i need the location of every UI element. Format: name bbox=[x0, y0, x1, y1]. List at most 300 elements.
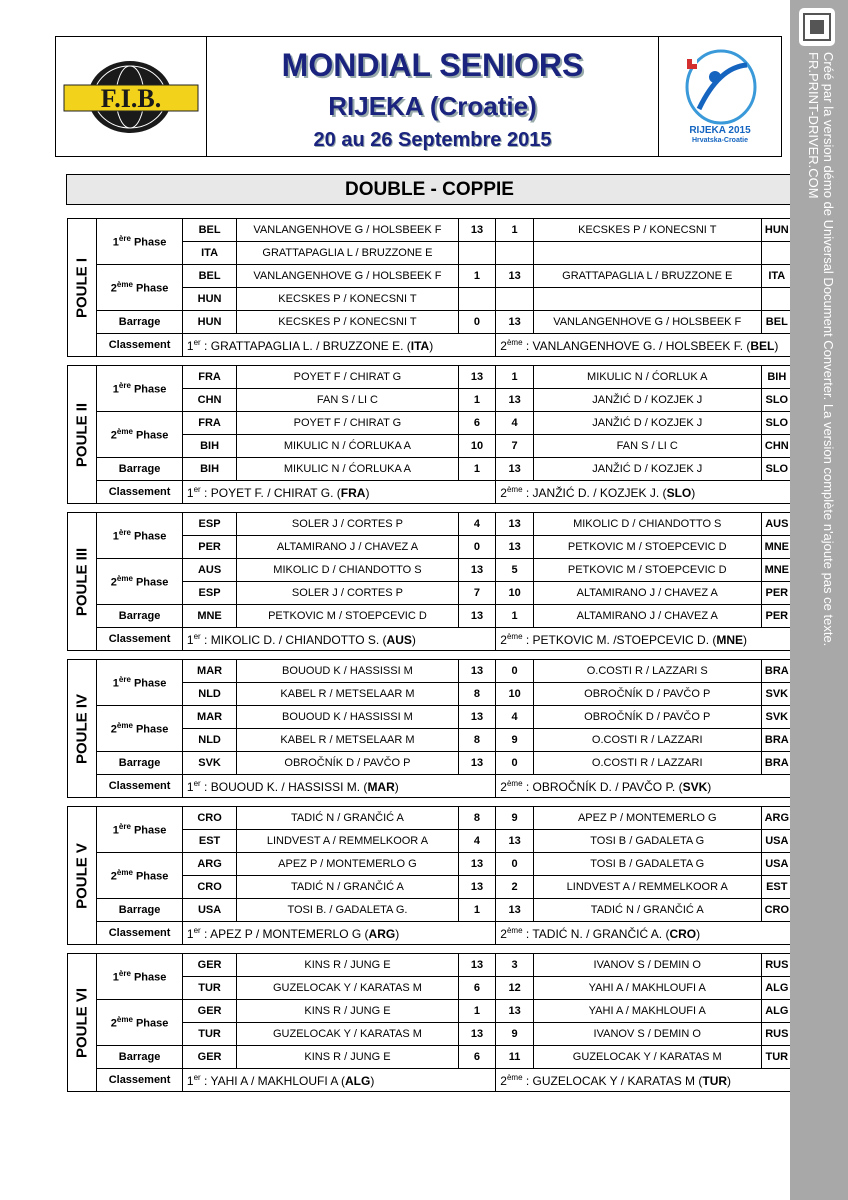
classement-label: Classement bbox=[97, 334, 183, 357]
first-end: ) bbox=[365, 485, 370, 500]
team2-country bbox=[761, 242, 792, 265]
table-row bbox=[68, 458, 793, 481]
team1-players: POYET F / CHIRAT G bbox=[237, 412, 458, 435]
team1-players: SOLER J / CORTES P bbox=[237, 582, 458, 605]
first-team: POYET F. / CHIRAT G. ( bbox=[210, 485, 341, 500]
second-num: 2 bbox=[500, 338, 507, 353]
team1-players: VANLANGENHOVE G / HOLSBEEK F bbox=[237, 265, 458, 288]
barrage-label: Barrage bbox=[97, 311, 183, 334]
team2-score bbox=[496, 288, 534, 311]
second-team: OBROČNÍK D. / PAVČO P. ( bbox=[532, 779, 683, 794]
team2-score: 13 bbox=[496, 311, 534, 334]
team2-score: 13 bbox=[496, 265, 534, 288]
second-country: CRO bbox=[669, 926, 697, 941]
team1-players: APEZ P / MONTEMERLO G bbox=[237, 853, 458, 876]
team1-country: CRO bbox=[182, 876, 236, 899]
first-country: ITA bbox=[410, 338, 430, 353]
team2-country: BRA bbox=[761, 660, 792, 683]
team1-score: 4 bbox=[458, 830, 496, 853]
team1-players: POYET F / CHIRAT G bbox=[237, 366, 458, 389]
second-num: 2 bbox=[500, 1073, 507, 1088]
phase-number: 1 bbox=[112, 236, 119, 249]
second-country: SLO bbox=[666, 485, 692, 500]
team1-country: HUN bbox=[182, 288, 236, 311]
poule-results-table bbox=[67, 512, 793, 651]
poule-results-table bbox=[67, 218, 793, 357]
team1-country: NLD bbox=[182, 729, 236, 752]
phase-1-label bbox=[97, 513, 183, 559]
first-sup: er bbox=[193, 778, 201, 788]
first-place: 1er : YAHI A / MAKHLOUFI A (ALG) bbox=[182, 1069, 495, 1092]
team2-players: TADIĆ N / GRANČIĆ A bbox=[533, 899, 761, 922]
first-place: 1er : APEZ P / MONTEMERLO G (ARG) bbox=[182, 922, 495, 945]
team2-players: OBROČNÍK D / PAVČO P bbox=[533, 706, 761, 729]
first-num: 1 bbox=[186, 485, 194, 500]
phase-word: Phase bbox=[130, 236, 167, 249]
team1-country: AUS bbox=[182, 559, 236, 582]
second-end: ) bbox=[696, 926, 701, 941]
team1-country: BEL bbox=[182, 265, 236, 288]
team2-players: O.COSTI R / LAZZARI bbox=[533, 752, 761, 775]
team1-players: MIKULIC N / ĆORLUKA A bbox=[237, 435, 458, 458]
team1-players: KINS R / JUNG E bbox=[237, 1000, 458, 1023]
second-place: 2ème : GUZELOCAK Y / KARATAS M (TUR) bbox=[496, 1069, 793, 1092]
team2-score: 13 bbox=[496, 899, 534, 922]
team2-players: O.COSTI R / LAZZARI S bbox=[533, 660, 761, 683]
table-row bbox=[68, 899, 793, 922]
phase-word: Phase bbox=[132, 723, 169, 736]
team1-score: 13 bbox=[458, 853, 496, 876]
team1-country: BIH bbox=[182, 458, 236, 481]
poule-table bbox=[67, 512, 793, 646]
phase-number: 1 bbox=[112, 383, 119, 396]
team1-country: BIH bbox=[182, 435, 236, 458]
phase-1-label bbox=[97, 219, 183, 265]
team1-country: USA bbox=[182, 899, 236, 922]
table-row bbox=[68, 752, 793, 775]
team1-country: ARG bbox=[182, 853, 236, 876]
phase-sup: ème bbox=[116, 868, 133, 878]
team2-country: BEL bbox=[761, 311, 792, 334]
team1-country: GER bbox=[182, 1000, 236, 1023]
second-sup: ème bbox=[506, 1072, 523, 1082]
team2-score bbox=[496, 242, 534, 265]
second-country: SVK bbox=[682, 779, 708, 794]
team1-country: GER bbox=[182, 1046, 236, 1069]
team2-score: 9 bbox=[496, 807, 534, 830]
poule-name: POULE V bbox=[73, 842, 91, 909]
team2-score: 12 bbox=[496, 977, 534, 1000]
phase-sup: ème bbox=[116, 721, 133, 731]
first-sup: er bbox=[193, 1072, 201, 1082]
team1-players: KECSKES P / KONECSNI T bbox=[237, 311, 458, 334]
phase-word: Phase bbox=[130, 383, 167, 396]
phase-number: 2 bbox=[110, 576, 117, 589]
first-country: AUS bbox=[386, 632, 412, 647]
team1-players: OBROČNÍK D / PAVČO P bbox=[237, 752, 458, 775]
team1-players: TADIĆ N / GRANČIĆ A bbox=[237, 876, 458, 899]
team2-country: SLO bbox=[761, 412, 792, 435]
team2-score: 13 bbox=[496, 458, 534, 481]
poule-results-table bbox=[67, 953, 793, 1092]
page-title: MONDIAL SENIORS bbox=[281, 47, 584, 83]
phase-2-label bbox=[97, 265, 183, 311]
second-place: 2ème : JANŽIĆ D. / KOZJEK J. (SLO) bbox=[496, 481, 793, 504]
team2-players: TOSI B / GADALETA G bbox=[533, 830, 761, 853]
classement-label: Classement bbox=[97, 481, 183, 504]
table-row bbox=[68, 366, 793, 389]
second-country: TUR bbox=[702, 1073, 728, 1088]
first-end: ) bbox=[395, 926, 400, 941]
first-country: ALG bbox=[345, 1073, 371, 1088]
poule-name: POULE II bbox=[73, 402, 91, 467]
team1-players: MIKOLIC D / CHIANDOTTO S bbox=[237, 559, 458, 582]
poule-table bbox=[67, 365, 793, 499]
second-end: ) bbox=[707, 779, 712, 794]
team2-score: 4 bbox=[496, 412, 534, 435]
second-sup: ème bbox=[506, 778, 523, 788]
team2-country: USA bbox=[761, 853, 792, 876]
team2-score: 11 bbox=[496, 1046, 534, 1069]
second-sup: ème bbox=[506, 925, 523, 935]
poule-table bbox=[67, 659, 793, 793]
team1-score bbox=[458, 242, 496, 265]
phase-number: 1 bbox=[112, 971, 119, 984]
team1-players: MIKULIC N / ĆORLUKA A bbox=[237, 458, 458, 481]
team2-score: 0 bbox=[496, 853, 534, 876]
phase-2-label bbox=[97, 412, 183, 458]
team1-country: ESP bbox=[182, 513, 236, 536]
team2-score: 0 bbox=[496, 752, 534, 775]
phase-sup: ère bbox=[118, 234, 131, 244]
table-row bbox=[68, 481, 793, 504]
team1-score: 1 bbox=[458, 458, 496, 481]
team2-players: MIKULIC N / ĆORLUK A bbox=[533, 366, 761, 389]
poule-label-cell bbox=[68, 219, 97, 357]
team2-score: 7 bbox=[496, 435, 534, 458]
table-row bbox=[68, 775, 793, 798]
phase-sup: ème bbox=[116, 1015, 133, 1025]
team2-players: PETKOVIC M / STOEPCEVIC D bbox=[533, 536, 761, 559]
table-row bbox=[68, 922, 793, 945]
phase-number: 2 bbox=[110, 1017, 117, 1030]
team1-players: GRATTAPAGLIA L / BRUZZONE E bbox=[237, 242, 458, 265]
first-num: 1 bbox=[186, 926, 194, 941]
team1-country: HUN bbox=[182, 311, 236, 334]
team2-country: SLO bbox=[761, 389, 792, 412]
team1-country: MNE bbox=[182, 605, 236, 628]
team1-players: FAN S / LI C bbox=[237, 389, 458, 412]
table-row bbox=[68, 628, 793, 651]
watermark-line1: Créé par la version démo de Universal Document Converter. La version complète n'ajoute pas ce texte. bbox=[821, 52, 836, 647]
barrage-label: Barrage bbox=[97, 899, 183, 922]
barrage-label: Barrage bbox=[97, 458, 183, 481]
team1-score: 13 bbox=[458, 366, 496, 389]
team1-players: TOSI B. / GADALETA G. bbox=[237, 899, 458, 922]
team1-score: 8 bbox=[458, 807, 496, 830]
team2-country: CRO bbox=[761, 899, 792, 922]
team1-players: SOLER J / CORTES P bbox=[237, 513, 458, 536]
team2-country: BRA bbox=[761, 752, 792, 775]
team1-country: CHN bbox=[182, 389, 236, 412]
phase-number: 2 bbox=[110, 870, 117, 883]
first-num: 1 bbox=[186, 632, 194, 647]
table-row bbox=[68, 265, 793, 288]
fib-logo bbox=[56, 37, 207, 156]
page-subtitle: RIJEKA (Croatie) bbox=[328, 91, 537, 121]
poule-name: POULE VI bbox=[73, 987, 91, 1058]
team2-players bbox=[533, 288, 761, 311]
phase-1-label bbox=[97, 660, 183, 706]
team2-players: JANŽIĆ D / KOZJEK J bbox=[533, 412, 761, 435]
first-end: ) bbox=[429, 338, 434, 353]
second-sup: ème bbox=[506, 337, 523, 347]
first-place: 1er : GRATTAPAGLIA L. / BRUZZONE E. (ITA) bbox=[182, 334, 495, 357]
team1-players: GUZELOCAK Y / KARATAS M bbox=[237, 1023, 458, 1046]
phase-sup: ère bbox=[118, 381, 131, 391]
team1-country: GER bbox=[182, 954, 236, 977]
poule-label-cell bbox=[68, 513, 97, 651]
phase-number: 2 bbox=[110, 723, 117, 736]
team2-country: SVK bbox=[761, 706, 792, 729]
team2-players: OBROČNÍK D / PAVČO P bbox=[533, 683, 761, 706]
second-country: BEL bbox=[750, 338, 775, 353]
team1-country: MAR bbox=[182, 660, 236, 683]
team1-country: ITA bbox=[182, 242, 236, 265]
phase-word: Phase bbox=[132, 1017, 169, 1030]
phase-sup: ème bbox=[116, 574, 133, 584]
team2-country: USA bbox=[761, 830, 792, 853]
second-end: ) bbox=[691, 485, 696, 500]
phase-2-label bbox=[97, 706, 183, 752]
team2-players: IVANOV S / DEMIN O bbox=[533, 1023, 761, 1046]
first-country: ARG bbox=[368, 926, 396, 941]
team1-country: TUR bbox=[182, 977, 236, 1000]
poule-table bbox=[67, 218, 793, 352]
team2-score: 10 bbox=[496, 683, 534, 706]
first-team: APEZ P / MONTEMERLO G ( bbox=[210, 926, 369, 941]
second-team: PETKOVIC M. /STOEPCEVIC D. ( bbox=[532, 632, 717, 647]
first-sup: er bbox=[193, 484, 201, 494]
team1-country: NLD bbox=[182, 683, 236, 706]
team1-players: VANLANGENHOVE G / HOLSBEEK F bbox=[237, 219, 458, 242]
second-team: GUZELOCAK Y / KARATAS M ( bbox=[532, 1073, 703, 1088]
poule-label-cell bbox=[68, 954, 97, 1092]
team2-players: O.COSTI R / LAZZARI bbox=[533, 729, 761, 752]
poule-results-table bbox=[67, 806, 793, 945]
first-team: MIKOLIC D. / CHIANDOTTO S. ( bbox=[210, 632, 387, 647]
second-num: 2 bbox=[500, 632, 507, 647]
phase-sup: ère bbox=[118, 675, 131, 685]
phase-word: Phase bbox=[132, 576, 169, 589]
team1-country: BEL bbox=[182, 219, 236, 242]
team1-players: TADIĆ N / GRANČIĆ A bbox=[237, 807, 458, 830]
team1-score: 13 bbox=[458, 1023, 496, 1046]
first-end: ) bbox=[394, 779, 399, 794]
barrage-label: Barrage bbox=[97, 1046, 183, 1069]
team2-score: 2 bbox=[496, 876, 534, 899]
second-place: 2ème : PETKOVIC M. /STOEPCEVIC D. (MNE) bbox=[496, 628, 793, 651]
team2-score: 13 bbox=[496, 389, 534, 412]
team1-score: 1 bbox=[458, 265, 496, 288]
team1-score: 13 bbox=[458, 605, 496, 628]
first-end: ) bbox=[370, 1073, 375, 1088]
second-country: MNE bbox=[716, 632, 744, 647]
phase-sup: ème bbox=[116, 427, 133, 437]
team1-score: 6 bbox=[458, 412, 496, 435]
team1-score: 13 bbox=[458, 660, 496, 683]
team1-country: TUR bbox=[182, 1023, 236, 1046]
team2-score: 1 bbox=[496, 605, 534, 628]
team1-score: 10 bbox=[458, 435, 496, 458]
second-sup: ème bbox=[506, 484, 523, 494]
team2-score: 4 bbox=[496, 706, 534, 729]
poule-results-table bbox=[67, 659, 793, 798]
first-place: 1er : MIKOLIC D. / CHIANDOTTO S. (AUS) bbox=[182, 628, 495, 651]
table-row bbox=[68, 311, 793, 334]
team2-score: 3 bbox=[496, 954, 534, 977]
team1-country: ESP bbox=[182, 582, 236, 605]
team2-score: 1 bbox=[496, 219, 534, 242]
rijeka-logo-sub: Hrvatska-Croatie bbox=[691, 137, 749, 144]
watermark-text bbox=[806, 52, 836, 646]
team2-score: 13 bbox=[496, 1000, 534, 1023]
team1-score: 4 bbox=[458, 513, 496, 536]
team1-country: MAR bbox=[182, 706, 236, 729]
team2-score: 1 bbox=[496, 366, 534, 389]
page-dates: 20 au 26 Septembre 2015 bbox=[313, 129, 552, 151]
phase-number: 1 bbox=[112, 677, 119, 690]
team1-players: KABEL R / METSELAAR M bbox=[237, 683, 458, 706]
team2-players: VANLANGENHOVE G / HOLSBEEK F bbox=[533, 311, 761, 334]
team1-score: 13 bbox=[458, 954, 496, 977]
classement-label: Classement bbox=[97, 922, 183, 945]
watermark-line2: FR.PRINT-DRIVER.COM bbox=[806, 52, 821, 199]
table-row bbox=[68, 559, 793, 582]
poule-label-cell bbox=[68, 660, 97, 798]
team1-country: PER bbox=[182, 536, 236, 559]
team2-country: RUS bbox=[761, 1023, 792, 1046]
phase-word: Phase bbox=[130, 971, 167, 984]
table-row bbox=[68, 412, 793, 435]
team1-players: KECSKES P / KONECSNI T bbox=[237, 288, 458, 311]
team1-score: 13 bbox=[458, 219, 496, 242]
table-row bbox=[68, 1046, 793, 1069]
team1-players: KABEL R / METSELAAR M bbox=[237, 729, 458, 752]
team2-country: TUR bbox=[761, 1046, 792, 1069]
classement-label: Classement bbox=[97, 1069, 183, 1092]
first-end: ) bbox=[411, 632, 416, 647]
team2-score: 9 bbox=[496, 1023, 534, 1046]
first-sup: er bbox=[193, 925, 201, 935]
team1-score: 0 bbox=[458, 311, 496, 334]
first-place: 1er : BOUOUD K. / HASSISSI M. (MAR) bbox=[182, 775, 495, 798]
second-team: JANŽIĆ D. / KOZJEK J. ( bbox=[532, 485, 667, 500]
team2-score: 13 bbox=[496, 536, 534, 559]
team1-score: 13 bbox=[458, 706, 496, 729]
header-titles bbox=[206, 37, 659, 156]
poule-label-cell bbox=[68, 807, 97, 945]
team2-country: ALG bbox=[761, 977, 792, 1000]
barrage-label: Barrage bbox=[97, 752, 183, 775]
phase-word: Phase bbox=[130, 677, 167, 690]
team1-players: LINDVEST A / REMMELKOOR A bbox=[237, 830, 458, 853]
team2-players: YAHI A / MAKHLOUFI A bbox=[533, 1000, 761, 1023]
team2-country: PER bbox=[761, 582, 792, 605]
first-place: 1er : POYET F. / CHIRAT G. (FRA) bbox=[182, 481, 495, 504]
phase-word: Phase bbox=[130, 530, 167, 543]
team1-country: EST bbox=[182, 830, 236, 853]
team1-score: 1 bbox=[458, 1000, 496, 1023]
team2-country: RUS bbox=[761, 954, 792, 977]
table-row bbox=[68, 706, 793, 729]
team2-score: 0 bbox=[496, 660, 534, 683]
team2-score: 10 bbox=[496, 582, 534, 605]
phase-word: Phase bbox=[132, 282, 169, 295]
team2-country: PER bbox=[761, 605, 792, 628]
team1-players: BOUOUD K / HASSISSI M bbox=[237, 706, 458, 729]
team2-players: TOSI B / GADALETA G bbox=[533, 853, 761, 876]
svg-text:F.I.B.: F.I.B. bbox=[100, 84, 162, 113]
poule-table bbox=[67, 953, 793, 1087]
team2-score: 13 bbox=[496, 513, 534, 536]
team1-score: 13 bbox=[458, 752, 496, 775]
team1-score: 7 bbox=[458, 582, 496, 605]
first-team: GRATTAPAGLIA L. / BRUZZONE E. ( bbox=[210, 338, 411, 353]
table-row bbox=[68, 660, 793, 683]
second-place: 2ème : OBROČNÍK D. / PAVČO P. (SVK) bbox=[496, 775, 793, 798]
team2-country: MNE bbox=[761, 536, 792, 559]
team2-country: ALG bbox=[761, 1000, 792, 1023]
team2-players: APEZ P / MONTEMERLO G bbox=[533, 807, 761, 830]
team1-country: SVK bbox=[182, 752, 236, 775]
phase-word: Phase bbox=[132, 870, 169, 883]
team2-players: LINDVEST A / REMMELKOOR A bbox=[533, 876, 761, 899]
team2-country: SVK bbox=[761, 683, 792, 706]
team2-players: ALTAMIRANO J / CHAVEZ A bbox=[533, 582, 761, 605]
second-num: 2 bbox=[500, 926, 507, 941]
team2-country: HUN bbox=[761, 219, 792, 242]
poule-name: POULE I bbox=[73, 257, 91, 318]
team2-players: FAN S / LI C bbox=[533, 435, 761, 458]
second-sup: ème bbox=[506, 631, 523, 641]
first-country: MAR bbox=[367, 779, 395, 794]
second-place: 2ème : VANLANGENHOVE G. / HOLSBEEK F. (BEL) bbox=[496, 334, 793, 357]
team2-country: CHN bbox=[761, 435, 792, 458]
table-row bbox=[68, 513, 793, 536]
team1-players: KINS R / JUNG E bbox=[237, 954, 458, 977]
team2-players: MIKOLIC D / CHIANDOTTO S bbox=[533, 513, 761, 536]
second-team: VANLANGENHOVE G. / HOLSBEEK F. ( bbox=[532, 338, 751, 353]
table-row bbox=[68, 1000, 793, 1023]
team2-country: ITA bbox=[761, 265, 792, 288]
table-row bbox=[68, 853, 793, 876]
team1-score: 0 bbox=[458, 536, 496, 559]
poule-results-table bbox=[67, 365, 793, 504]
first-num: 1 bbox=[186, 338, 194, 353]
phase-number: 2 bbox=[110, 429, 117, 442]
team1-country: CRO bbox=[182, 807, 236, 830]
classement-label: Classement bbox=[97, 775, 183, 798]
classement-label: Classement bbox=[97, 628, 183, 651]
phase-sup: ème bbox=[116, 280, 133, 290]
team2-score: 9 bbox=[496, 729, 534, 752]
team1-score: 6 bbox=[458, 1046, 496, 1069]
table-row bbox=[68, 807, 793, 830]
team1-players: PETKOVIC M / STOEPCEVIC D bbox=[237, 605, 458, 628]
phase-1-label bbox=[97, 807, 183, 853]
header-box bbox=[55, 36, 782, 157]
